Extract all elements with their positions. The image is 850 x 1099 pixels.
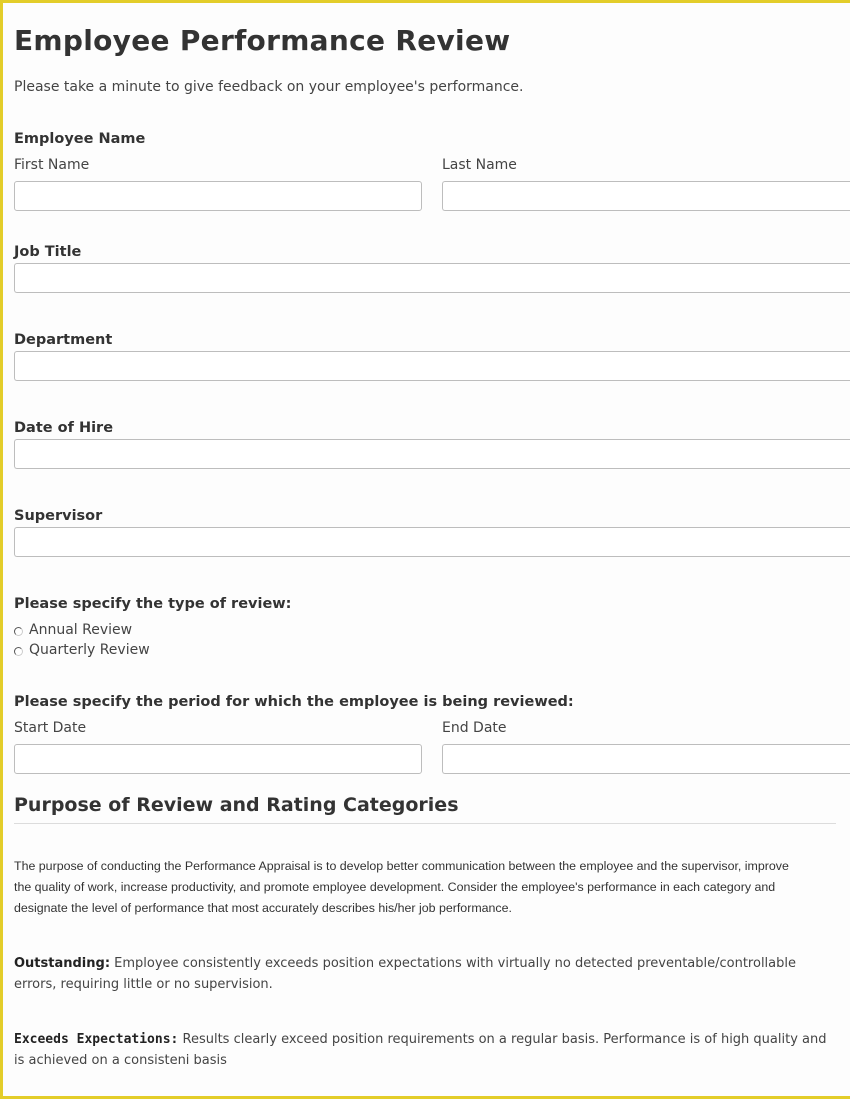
first-name-input[interactable] [14,181,422,211]
employee-name-label: Employee Name [14,131,146,147]
date-of-hire-label: Date of Hire [14,420,114,436]
exceeds-paragraph [14,1029,836,1071]
outstanding-text: Employee consistently exceeds position expectations with virtually no detected preventable/controllable errors, requiring little or no supervision. [14,956,796,992]
job-title-label: Job Title [14,244,82,260]
review-type-option[interactable] [14,642,150,658]
start-date-label: Start Date [14,720,87,736]
review-type-option[interactable] [14,622,132,638]
end-date-label: End Date [442,720,507,736]
purpose-paragraph [14,856,836,919]
purpose-line: designate the level of performance that most accurately describes his/her job performance. [14,901,512,915]
purpose-line: the quality of work, increase productivity, and promote employee development. Consider the employee's performance in each category and [14,880,776,894]
section-heading: Purpose of Review and Rating Categories [14,794,459,816]
outstanding-term: Outstanding: [14,956,111,971]
radio-label: Annual Review [29,622,133,638]
outstanding-paragraph [14,953,836,995]
purpose-line: The purpose of conducting the Performance Appraisal is to develop better communication between the employee and the supervisor, improve [14,859,789,873]
radio-quarterly-review[interactable] [14,647,23,656]
review-period-label: Please specify the period for which the employee is being reviewed: [14,694,574,710]
exceeds-text: Results clearly exceed position requirements on a regular basis. Performance is of high quality and is achieved on a consisteni basis [14,1032,827,1068]
form-intro: Please take a minute to give feedback on your employee's performance. [14,79,524,95]
last-name-label: Last Name [442,157,517,173]
radio-annual-review[interactable] [14,627,23,636]
supervisor-input[interactable] [14,527,850,557]
first-name-label: First Name [14,157,90,173]
department-input[interactable] [14,351,850,381]
page-title: Employee Performance Review [14,24,511,57]
end-date-input[interactable] [442,744,850,774]
section-divider [14,823,836,824]
last-name-input[interactable] [442,181,850,211]
start-date-input[interactable] [14,744,422,774]
date-of-hire-input[interactable] [14,439,850,469]
department-label: Department [14,332,113,348]
exceeds-term: Exceeds Expectations: [14,1032,179,1047]
review-type-label: Please specify the type of review: [14,596,292,612]
supervisor-label: Supervisor [14,508,103,524]
radio-label: Quarterly Review [29,642,150,658]
job-title-input[interactable] [14,263,850,293]
